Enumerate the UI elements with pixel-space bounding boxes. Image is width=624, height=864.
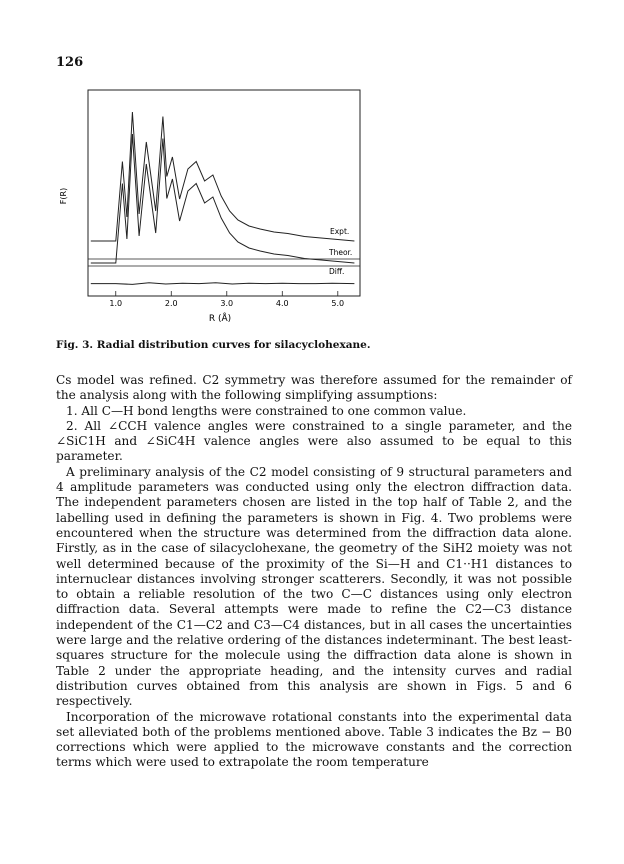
x-tick-label: 1.0	[109, 299, 123, 308]
paragraph: Cs model was refined. C2 symmetry was therefore assumed for the remainder of the analysis along with the following simplifying assumptions:	[56, 373, 572, 403]
series-layer	[91, 112, 355, 284]
rdf-chart	[60, 78, 380, 340]
figure-caption: Fig. 3. Radial distribution curves for silacyclohexane.	[56, 339, 371, 351]
x-tick-label: 3.0	[220, 299, 234, 308]
paragraph: 1. All C—H bond lengths were constrained to one common value.	[66, 403, 467, 418]
x-tick-label: 2.0	[164, 299, 178, 308]
x-ticks	[109, 291, 344, 308]
x-tick-label: 5.0	[331, 299, 345, 308]
series-line-diff	[91, 283, 355, 285]
label-theor: Theor.	[329, 248, 353, 257]
paragraph: Incorporation of the microwave rotational constants into the experimental data set alleviated both of the problems mentioned above. Table 3 indicates the Bz − B0 corrections which were applied to the microwave constants and the correction terms which were used to extrapolate the room temperature	[56, 709, 572, 770]
y-axis-label: F(R)	[59, 187, 68, 205]
rdf-figure	[60, 78, 380, 348]
label-expt: Expt.	[330, 227, 350, 236]
x-axis-label: R (Å)	[208, 314, 232, 324]
label-diff: Diff.	[329, 267, 345, 276]
body-text	[56, 373, 572, 771]
paragraph: 2. All ∠CCH valence angles were constrained to a single parameter, and the ∠SiC1H and ∠SiC4H valence angles were also assumed to be equal to this parameter.	[56, 418, 572, 464]
paragraph: A preliminary analysis of the C2 model consisting of 9 structural parameters and 4 amplitude parameters was conducted using only the electron diffraction data. The independent parameters chosen are listed in the top half of Table 2, and the labelling used in defining the parameters is shown in Fig. 4. Two problems were encountered when the structure was determined from the diffraction data alone. Firstly, as in the case of silacyclohexane, the geometry of the SiH2 moiety was not well determined because of the proximity of the Si—H and C1··H1 distances to internuclear distances involving stronger scatterers. Secondly, it was not possible to obtain a reliable resolution of the two C—C distances using only electron diffraction data. Several attempts were made to refine the C2—C3 distance independent of the C1—C2 and C3—C4 distances, but in all cases the uncertainties were large and the relative ordering of the distances indeterminant. The best least-squares structure for the molecule using the diffraction data alone is shown in Table 2 under the appropriate heading, and the intensity curves and radial distribution curves obtained from this analysis are shown in Figs. 5 and 6 respectively.	[56, 464, 572, 709]
plot-frame	[88, 90, 360, 296]
page-number: 126	[56, 55, 84, 70]
x-tick-label: 4.0	[275, 299, 289, 308]
